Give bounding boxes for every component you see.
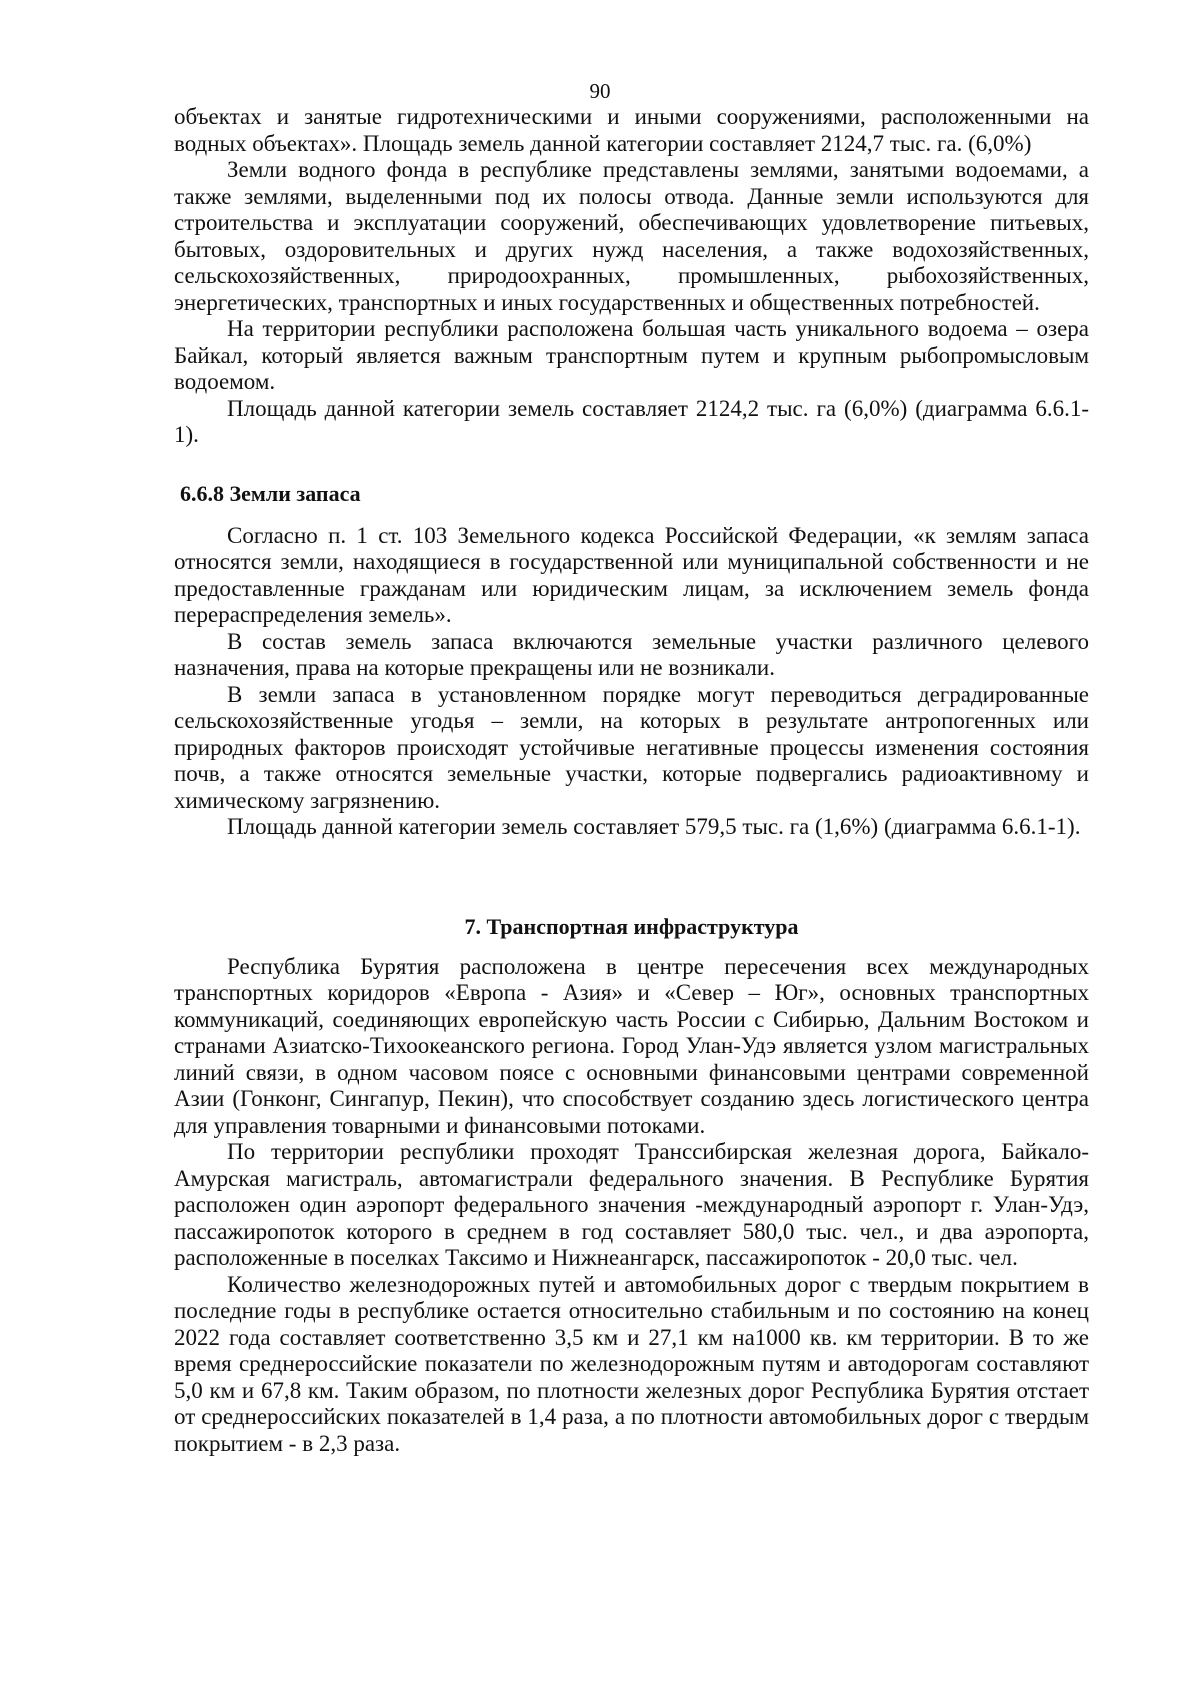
page-body (174, 104, 1089, 1457)
paragraph: В состав земель запаса включаются земельные участки различного целевого назначения, права на которые прекращены или не возникали. (174, 628, 1089, 680)
page-number: 90 (589, 79, 611, 103)
paragraph: Земли водного фонда в республике представлены землями, занятыми водоемами, а также землями, выделенными под их полосы отвода. Данные земли используются для строительства и эксплуатации сооружений, обеспечивающих удовлетворение питьевых, бытовых, оздоровительных и других нужд населения, а также водохозяйственных, сельскохозяйственных, природоохранных, промышленных, рыбохозяйственных, энергетических, транспортных и иных государственных и общественных потребностей. (174, 157, 1089, 315)
paragraph: На территории республики расположена большая часть уникального водоема – озера Байкал, который является важным транспортным путем и крупным рыбопромысловым водоемом. (174, 316, 1089, 394)
paragraph: Республика Бурятия расположена в центре пересечения всех международных транспортных коридоров «Европа - Азия» и «Север – Юг», основных транспортных коммуникаций, соединяющих европейскую часть России с Сибирью, Дальним Востоком и странами Азиатско-Тихоокеанского региона. Город Улан-Удэ является узлом магистральных линий связи, в одном часовом поясе с основными финансовыми центрами современной Азии (Гонконг, Сингапур, Пекин), что способствует созданию здесь логистического центра для управления товарными и финансовыми потоками. (174, 953, 1089, 1138)
paragraph: Площадь данной категории земель составляет 579,5 тыс. га (1,6%) (диаграмма 6.6.1-1). (227, 814, 1081, 839)
paragraph: В земли запаса в установленном порядке могут переводиться деградированные сельскохозяйственные угодья – земли, на которых в результате антропогенных или природных факторов происходят устойчивые негативные процессы изменения состояния почв, а также относятся земельные участки, которые подвергались радиоактивному и химическому загрязнению. (174, 681, 1089, 813)
paragraph: Согласно п. 1 ст. 103 Земельного кодекса Российской Федерации, «к землям запаса относятся земли, находящиеся в государственной или муниципальной собственности и не предоставленные гражданам или юридическим лицам, за исключением земель фонда перераспределения земель». (174, 522, 1089, 627)
section-heading-reserve-lands: 6.6.8 Земли запаса (180, 480, 361, 506)
paragraph: Количество железнодорожных путей и автомобильных дорог с твердым покрытием в последние годы в республике остается относительно стабильным и по состоянию на конец 2022 года составляет соответственно 3,5 км и 27,1 км на1000 кв. км территории. В то же время среднероссийские показатели по железнодорожным путям и автодорогам составляют 5,0 км и 67,8 км. Таким образом, по плотности железных дорог Республика Бурятия отстает от среднероссийских показателей в 1,4 раза, а по плотности автомобильных дорог с твердым покрытием - в 2,3 раза. (174, 1271, 1089, 1456)
chapter-heading-transport: 7. Транспортная инфраструктура (464, 913, 799, 939)
paragraph: По территории республики проходят Транссибирская железная дорога, Байкало-Амурская магистраль, автомагистрали федерального значения. В Республике Бурятия расположен один аэропорт федерального значения -международный аэропорт г. Улан-Удэ, пассажиропоток которого в среднем в год составляет 580,0 тыс. чел., и два аэропорта, расположенные в поселках Таксимо и Нижнеангарск, пассажиропоток - 20,0 тыс. чел. (174, 1139, 1089, 1270)
paragraph: объектах и занятые гидротехническими и иными сооружениями, расположенными на водных объектах». Площадь земель данной категории составляет 2124,7 тыс. га. (6,0%) (174, 104, 1089, 156)
paragraph: Площадь данной категории земель составляет 2124,2 тыс. га (6,0%) (диаграмма 6.6.1-1). (174, 395, 1089, 447)
